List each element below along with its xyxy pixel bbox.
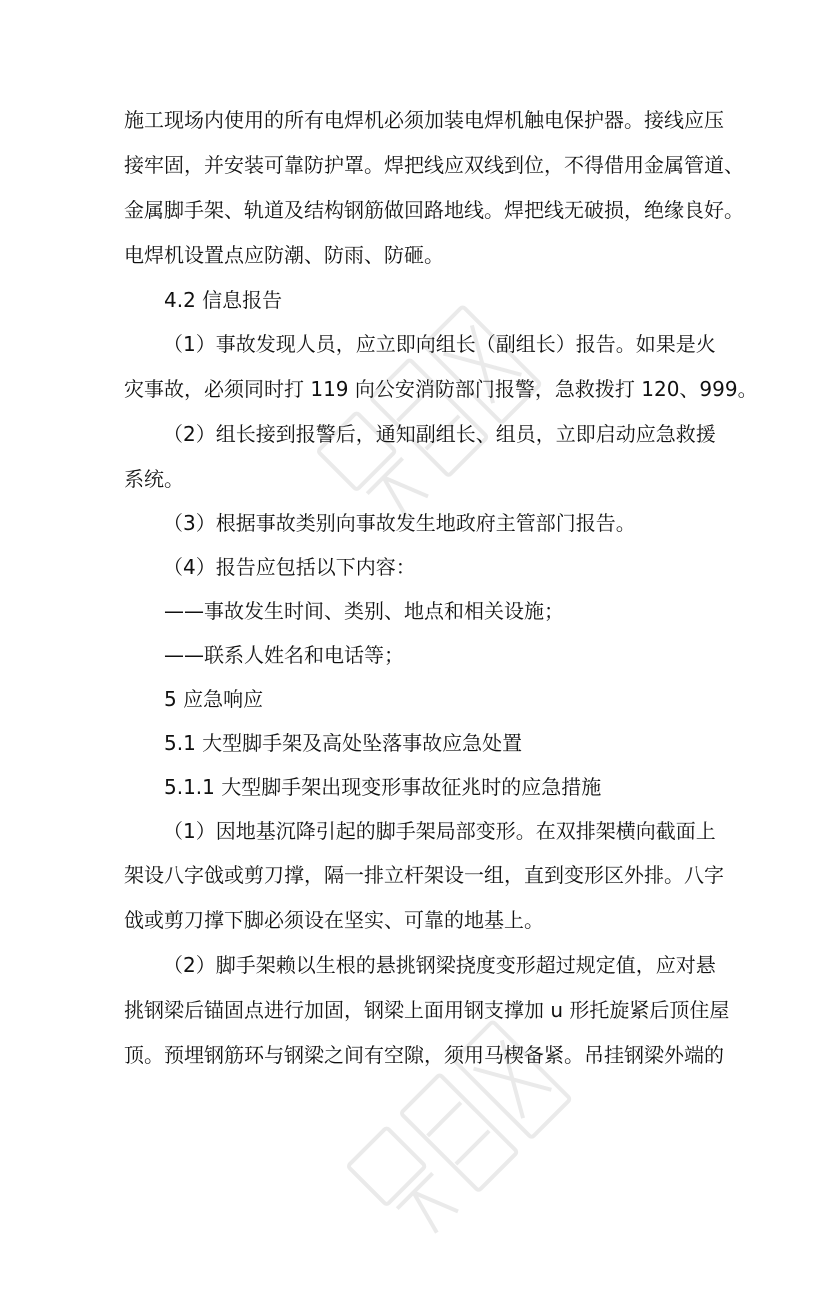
body-line: （3）根据事故类别向事故发生地政府主管部门报告。 [163,511,636,535]
body-line: 挑钢梁后锚固点进行加固，钢梁上面用钢支撑加 u 形托旋紧后顶住屋 [124,998,730,1022]
body-line: 接牢固，并安装可靠防护罩。焊把线应双线到位，不得借用金属管道、 [124,153,744,177]
body-line: （4）报告应包括以下内容： [163,555,416,579]
body-line: 顶。预埋钢筋环与钢梁之间有空隙，须用马楔备紧。吊挂钢梁外端的 [124,1043,724,1067]
section-heading: 5 应急响应 [164,687,264,711]
body-line: （1）事故发现人员，应立即向组长（副组长）报告。如果是火 [163,332,716,356]
body-line: 电焊机设置点应防潮、防雨、防砸。 [124,243,444,267]
section-heading: 4.2 信息报告 [164,288,283,312]
body-line: （1）因地基沉降引起的脚手架局部变形。在双排架横向截面上 [163,819,716,843]
body-line: 灾事故，必须同时打 119 向公安消防部门报警，急救拨打 120、999。 [124,377,758,401]
list-item: ——联系人姓名和电话等； [164,643,404,667]
body-line: （2）脚手架赖以生根的悬挑钢梁挠度变形超过规定值，应对悬 [163,953,716,977]
section-heading: 5.1.1 大型脚手架出现变形事故征兆时的应急措施 [164,775,602,799]
body-line: 施工现场内使用的所有电焊机必须加装电焊机触电保护器。接线应压 [124,108,724,132]
body-line: 金属脚手架、轨道及结构钢筋做回路地线。焊把线无破损，绝缘良好。 [124,198,744,222]
list-item: ——事故发生时间、类别、地点和相关设施； [164,599,564,623]
watermark-logo-bottom-icon [309,979,641,1311]
section-heading: 5.1 大型脚手架及高处坠落事故应急处置 [164,731,523,755]
body-line: （2）组长接到报警后，通知副组长、组员，立即启动应急救援 [163,422,716,446]
watermark-logo-bottom [309,979,641,1311]
body-line: 架设八字戗或剪刀撑，隔一排立杆架设一组，直到变形区外排。八字 [124,863,724,887]
body-line: 系统。 [124,467,184,491]
body-line: 戗或剪刀撑下脚必须设在坚实、可靠的地基上。 [124,908,544,932]
